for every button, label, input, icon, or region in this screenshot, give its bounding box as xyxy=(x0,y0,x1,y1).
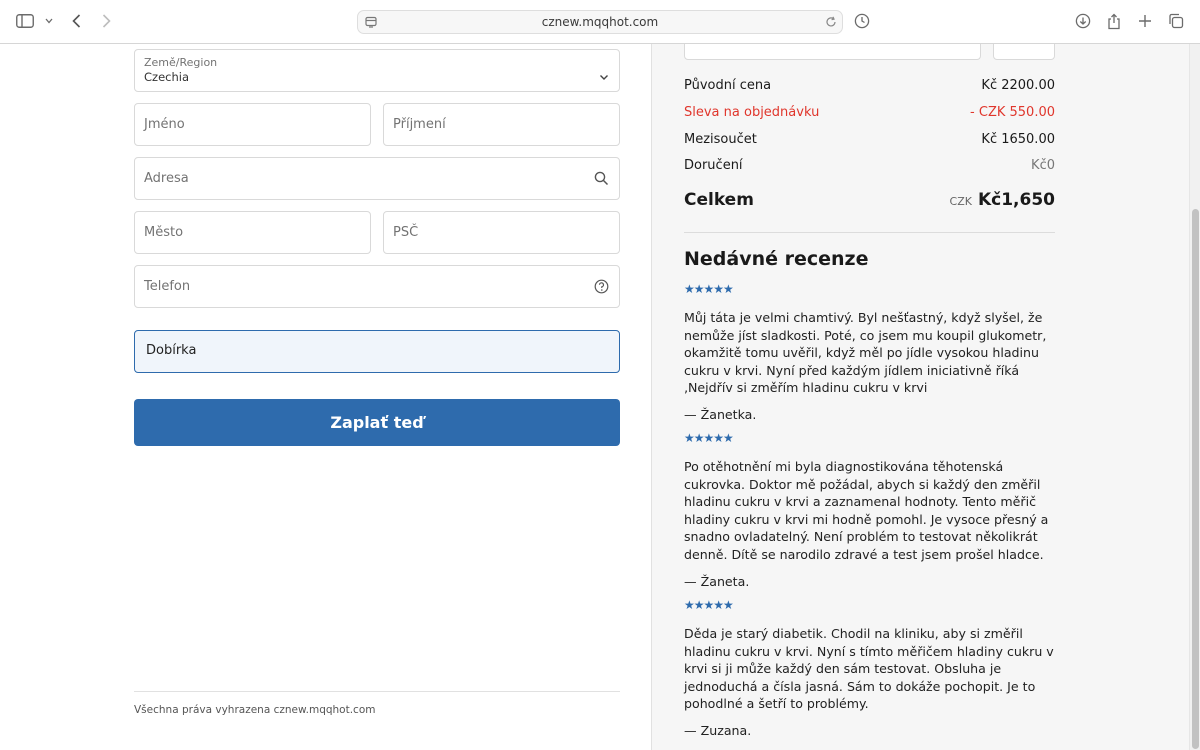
zip-placeholder: PSČ xyxy=(393,225,419,240)
total-label: Celkem xyxy=(684,190,754,210)
total-currency: CZK xyxy=(949,195,972,208)
scrollbar-thumb[interactable] xyxy=(1192,209,1199,749)
first-name-placeholder: Jméno xyxy=(144,117,185,132)
review-text: Můj táta je velmi chamtivý. Byl nešťastný, když slyšel, že nemůže jíst sladkosti. Poté, co jsem mu koupil glukometr, okamžitě tomu uvěřil, když měl po jídle vysokou hladinu cukru v krvi. Nyní před každým jídlem iniciativně říká ‚Nejdřív si změřím hladinu cukru v krvi xyxy=(684,310,1047,396)
history-icon[interactable] xyxy=(851,10,873,32)
payment-method-cod[interactable] xyxy=(134,330,620,373)
pay-now-button[interactable]: Zaplať teď xyxy=(134,399,620,446)
subtotal-label: Mezisoučet xyxy=(684,132,757,147)
discount-label: Sleva na objednávku xyxy=(684,105,820,120)
review-item xyxy=(684,431,1056,589)
country-select[interactable] xyxy=(134,49,620,92)
help-icon[interactable] xyxy=(594,279,609,298)
address-bar[interactable] xyxy=(357,10,843,34)
shipping-row xyxy=(684,158,1055,173)
browser-toolbar xyxy=(0,0,1200,44)
address-field[interactable] xyxy=(134,157,620,200)
review-text: Po otěhotnění mi byla diagnostikována těhotenská cukrovka. Doktor mě požádal, abych si každý den změřil hladinu cukru v krvi a zaznamenal hodnoty. Tento měřič hladiny cukru v krvi mi hodně pomohl. Je vysoce přesný a snadno ovladatelný. Není problém to testovat několikrát denně. Dítě se narodilo zdravé a test jsem prošel hladce. xyxy=(684,459,1049,562)
chevron-down-icon[interactable] xyxy=(38,10,60,32)
review-author: — Zuzana. xyxy=(684,722,752,738)
reviews-title: Nedávné recenze xyxy=(684,248,869,270)
page-scrollbar[interactable] xyxy=(1189,44,1200,750)
star-rating: ★★★★★ xyxy=(684,282,733,296)
payment-method-label: Dobírka xyxy=(146,343,197,358)
zip-field[interactable] xyxy=(383,211,620,254)
download-icon[interactable] xyxy=(1072,10,1094,32)
checkout-form xyxy=(0,44,651,750)
review-author: — Žaneta. xyxy=(684,573,750,589)
star-rating: ★★★★★ xyxy=(684,598,733,612)
review-author: — Žanetka. xyxy=(684,406,757,422)
search-icon[interactable] xyxy=(594,171,609,190)
phone-placeholder: Telefon xyxy=(144,279,191,294)
footer-copyright: Všechna práva vyhrazena cznew.mqqhot.com xyxy=(134,704,376,716)
shipping-value: Kč0 xyxy=(1031,158,1055,173)
total-value: Kč1,650 xyxy=(977,190,1055,210)
share-icon[interactable] xyxy=(1103,10,1125,32)
discount-value: - CZK 550.00 xyxy=(970,105,1055,120)
discount-row xyxy=(684,105,1055,120)
shipping-label: Doručení xyxy=(684,158,743,173)
country-value: Czechia xyxy=(144,70,189,84)
address-placeholder: Adresa xyxy=(144,171,189,186)
subtotal-value: Kč 1650.00 xyxy=(981,132,1055,147)
subtotal-row xyxy=(684,132,1055,147)
forward-icon[interactable] xyxy=(95,10,117,32)
star-rating: ★★★★★ xyxy=(684,431,733,445)
summary-divider xyxy=(684,232,1055,233)
review-item xyxy=(684,282,1056,422)
review-text: Děda je starý diabetik. Chodil na kliniku, aby si změřil hladinu cukru v krvi. Nyní s tímto měřičem hladiny cukru v krvi si ji může každý den sám testovat. Obsluha je jednoduchá a čísla jasná. Sám to dokáže pochopit. Je to pohodlné a šetří to problémy. xyxy=(684,626,1054,712)
first-name-field[interactable] xyxy=(134,103,371,146)
total-row xyxy=(684,190,1055,210)
url-text: cznew.mqqhot.com xyxy=(541,15,659,29)
city-placeholder: Město xyxy=(144,225,184,240)
city-field[interactable] xyxy=(134,211,371,254)
footer-divider xyxy=(134,691,620,692)
original-price-label: Původní cena xyxy=(684,78,772,93)
phone-field[interactable] xyxy=(134,265,620,308)
country-label: Země/Region xyxy=(144,56,218,69)
reload-icon[interactable] xyxy=(824,14,838,33)
new-tab-icon[interactable] xyxy=(1134,10,1156,32)
discount-code-field[interactable] xyxy=(684,44,981,60)
sidebar-toggle-icon[interactable] xyxy=(14,10,36,32)
order-summary xyxy=(651,44,1189,750)
chevron-down-icon xyxy=(599,66,609,85)
last-name-field[interactable] xyxy=(383,103,620,146)
apply-discount-button[interactable] xyxy=(993,44,1055,60)
tab-overview-icon[interactable] xyxy=(1165,10,1187,32)
last-name-placeholder: Příjmení xyxy=(393,117,446,132)
original-price-row xyxy=(684,78,1055,93)
review-item xyxy=(684,598,1056,738)
original-price-value: Kč 2200.00 xyxy=(981,78,1055,93)
back-icon[interactable] xyxy=(65,10,87,32)
